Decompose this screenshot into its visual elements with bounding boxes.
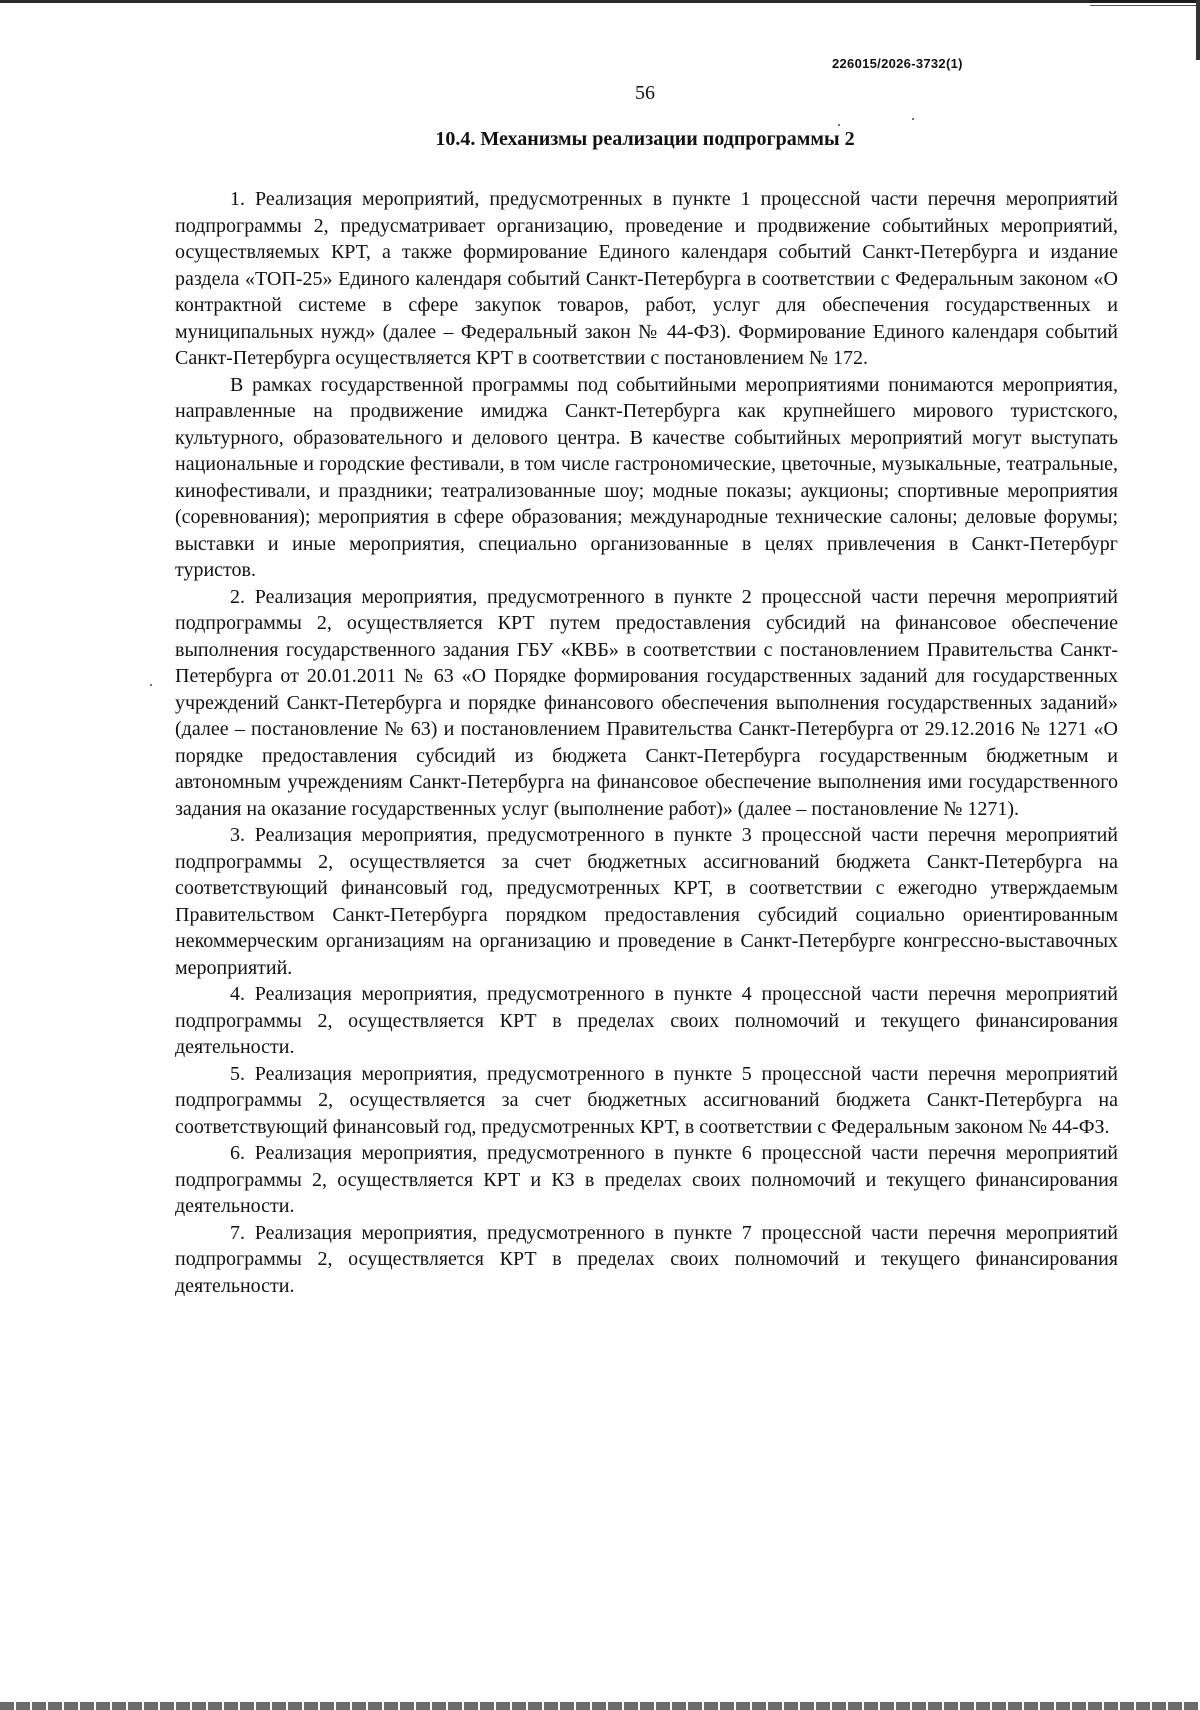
scan-border-top-right (1090, 0, 1200, 10)
paragraph-4: 3. Реализация мероприятия, предусмотренного в пункте 3 процессной части перечня мероприятий подпрограммы 2, осуществляется за счет бюджетных ассигнований бюджета Санкт-Петербурга на соответствующий финансовый год, предусмотренных КРТ, в соответствии с ежегодно утверждаемым Правительством Санкт-Петербурга порядком предоставления субсидий социально ориентированным некоммерческим организациям на организацию и проведение в Санкт-Петербурге конгрессно-выставочных мероприятий. (175, 824, 1118, 979)
scan-speck (838, 124, 840, 126)
scan-border-top (0, 0, 1200, 3)
document-body (175, 186, 1118, 1299)
paragraph-8: 7. Реализация мероприятия, предусмотренного в пункте 7 процессной части перечня мероприятий подпрограммы 2, осуществляется КРТ в пределах своих полномочий и текущего финансирования деятельности. (175, 1221, 1118, 1297)
scan-speck (912, 118, 914, 120)
scan-border-right (1196, 0, 1200, 60)
paragraph-5: 4. Реализация мероприятия, предусмотренного в пункте 4 процессной части перечня мероприятий подпрограммы 2, осуществляется КРТ в пределах своих полномочий и текущего финансирования деятельности. (175, 983, 1118, 1058)
paragraph-6: 5. Реализация мероприятия, предусмотренного в пункте 5 процессной части перечня мероприятий подпрограммы 2, осуществляется за счет бюджетных ассигнований бюджета Санкт-Петербурга на соответствующий финансовый год, предусмотренных КРТ, в соответствии с Федеральным законом № 44-ФЗ. (175, 1062, 1118, 1138)
paragraph-2: В рамках государственной программы под событийными мероприятиями понимаются мероприятия, направленные на продвижение имиджа Санкт-Петербурга как крупнейшего мирового туристского, культурного, образовательного и делового центра. В качестве событийных мероприятий могут выступать национальные и городские фестивали, в том числе гастрономические, цветочные, музыкальные, театральные, кинофестивали, и праздники; театрализованные шоу; модные показы; аукционы; спортивные мероприятия (соревнования); мероприятия в сфере образования; международные технические салоны; деловые форумы; выставки и иные мероприятия, специально организованные в целях привлечения в Санкт-Петербург туристов. (175, 373, 1118, 581)
paragraph-1: 1. Реализация мероприятий, предусмотренных в пункте 1 процессной части перечня мероприятий подпрограммы 2, предусматривает организацию, проведение и продвижение событийных мероприятий, осуществляемых КРТ, а также формирование Единого календаря событий Санкт-Петербурга и издание раздела «ТОП-25» Единого календаря событий Санкт-Петербурга в соответствии с Федеральным законом «О контрактной системе в сфере закупок товаров, работ, услуг для обеспечения государственных и муниципальных нужд» (далее – Федеральный закон № 44-ФЗ). Формирование Единого календаря событий Санкт-Петербурга осуществляется КРТ в соответствии с постановлением № 172. (175, 188, 1118, 369)
page-number: 56 (635, 82, 655, 104)
scan-border-bottom (0, 1702, 1200, 1710)
section-title: 10.4. Механизмы реализации подпрограммы 2 (435, 128, 855, 150)
paragraph-3: 2. Реализация мероприятия, предусмотренного в пункте 2 процессной части перечня мероприятий подпрограммы 2, осуществляется КРТ путем предоставления субсидий на финансовое обеспечение выполнения государственного задания ГБУ «КВБ» в соответствии с постановлением Правительства Санкт-Петербурга от 20.01.2011 № 63 «О Порядке формирования государственных заданий для государственных учреждений Санкт-Петербурга и порядке финансового обеспечения выполнения государственных заданий» (далее – постановление № 63) и постановлением Правительства Санкт-Петербурга от 29.12.2016 № 1271 «О порядке предоставления субсидий из бюджета Санкт-Петербурга государственным бюджетным и автономным учреждениям Санкт-Петербурга на финансовое обеспечение выполнения ими государственного задания на оказание государственных услуг (выполнение работ)» (далее – постановление № 1271). (175, 585, 1118, 820)
scan-speck (150, 684, 152, 686)
registry-number: 226015/2026-3732(1) (832, 56, 963, 71)
paragraph-7: 6. Реализация мероприятия, предусмотренного в пункте 6 процессной части перечня мероприятий подпрограммы 2, осуществляется КРТ и КЗ в пределах своих полномочий и текущего финансирования деятельности. (175, 1142, 1118, 1217)
